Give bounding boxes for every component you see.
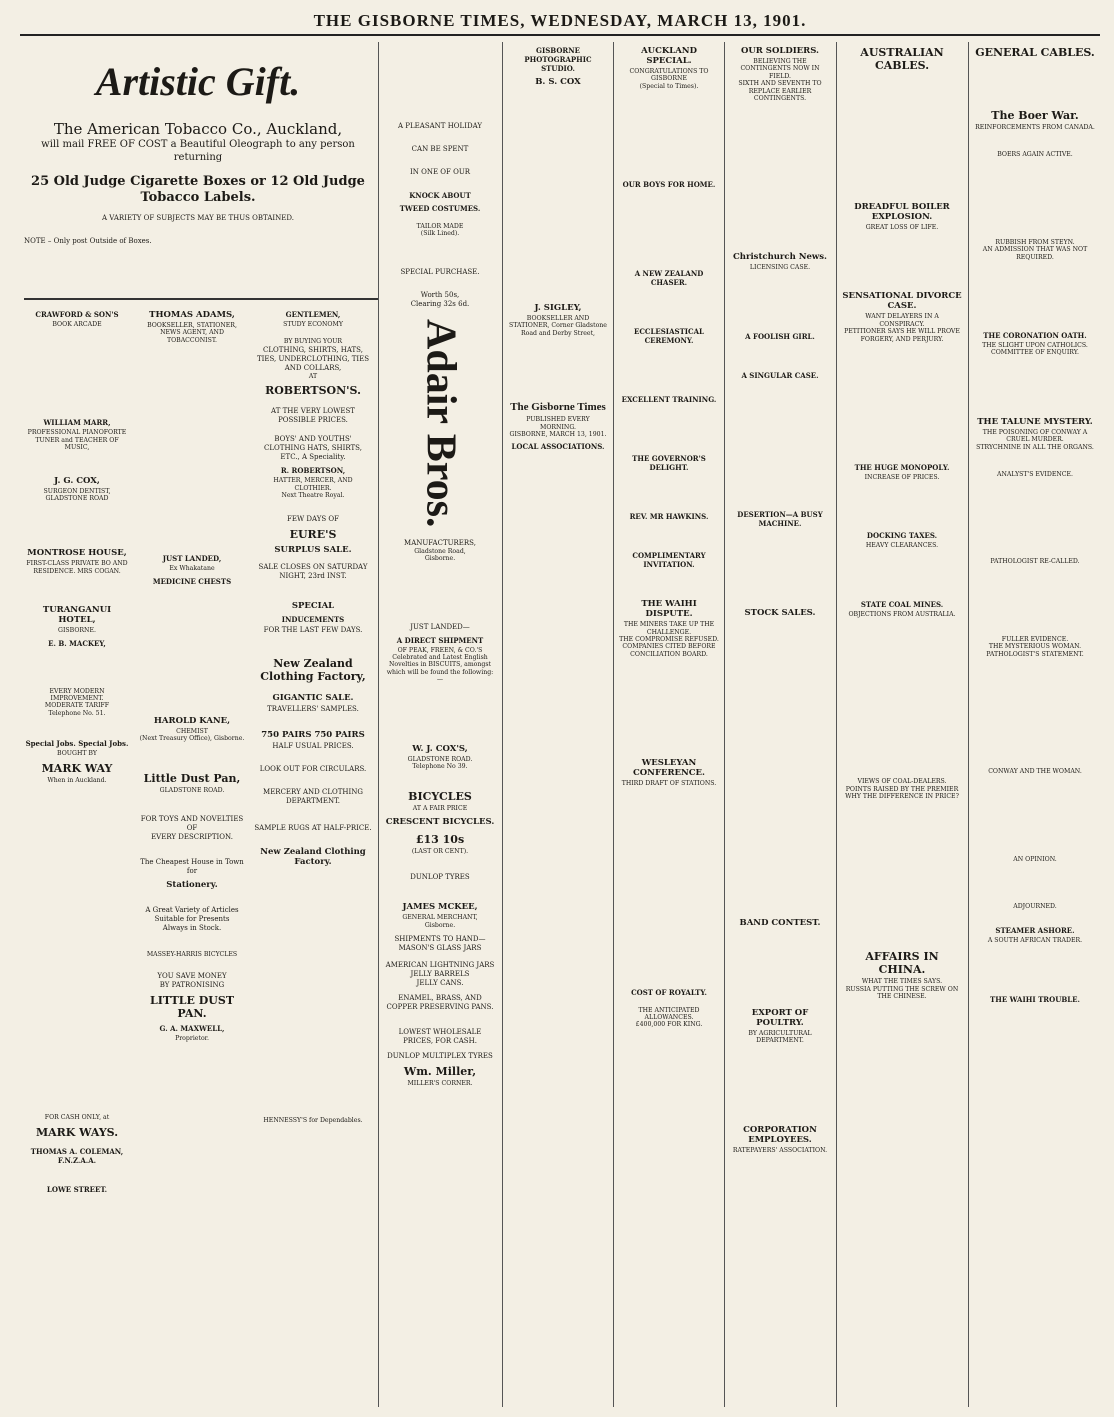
column-rule [502, 42, 503, 1407]
heading: A NEW ZEALAND CHASER. [634, 269, 704, 288]
heading: The Boer War. [991, 109, 1079, 122]
heading: JAMES MCKEE, [402, 902, 478, 913]
body-text [508, 337, 608, 397]
subheading: PETITIONER SAYS HE WILL PROVE FORGERY, AND PERJURY. [844, 328, 960, 343]
heading: MONTROSE HOUSE, [27, 548, 127, 559]
subheading: (LAST OR CENT). [411, 847, 469, 855]
subheading: JUST LANDED— [410, 622, 470, 631]
subheading: (Special to Times). [639, 82, 699, 90]
heading: MARK WAY [41, 761, 113, 775]
subheading: STRYCHNINE IN ALL THE ORGANS. [976, 443, 1094, 451]
subheading: BY AGRICULTURAL DEPARTMENT. [748, 1029, 812, 1045]
subheading: A Great Variety of Articles [145, 905, 239, 914]
heading: INDUCEMENTS [281, 615, 345, 625]
heading: REV. MR HAWKINS. [629, 512, 709, 522]
subheading: TRAVELLERS' SAMPLES. [267, 705, 359, 714]
subheading: DUNLOP TYRES [410, 873, 470, 882]
adair-bros-logo: Adair Bros. [417, 318, 464, 528]
column-7 [730, 42, 830, 1407]
subheading: REINFORCEMENTS FROM CANADA. [975, 124, 1095, 131]
subheading: JELLY BARRELS [410, 970, 470, 979]
subheading: Clearing 32s 6d. [410, 299, 470, 308]
heading: Little Dust Pan, [143, 772, 241, 786]
subheading: PROFESSIONAL PIANOFORTE TUNER and TEACHER OF MUSIC, [27, 429, 127, 452]
heading: THE HUGE MONOPOLY. [854, 463, 950, 473]
column-4 [384, 42, 496, 1407]
ad-line: A VARIETY OF SUBJECTS MAY BE THUS OBTAINED. [102, 214, 294, 222]
column-rule [724, 42, 725, 1407]
subheading: SURGEON DENTIST, [43, 487, 111, 495]
subheading: AN OPINION. [1013, 855, 1057, 863]
subheading: OBJECTIONS FROM AUSTRALIA. [848, 610, 956, 618]
subheading: Proprietor. [175, 1035, 209, 1043]
subheading: THE MINERS TAKE UP THE CHALLENGE. [623, 621, 715, 636]
subheading: THE ANTICIPATED ALLOWANCES. [638, 1006, 700, 1022]
heading: COST OF ROYALTY. [631, 987, 707, 997]
heading: JUST LANDED, [162, 554, 222, 564]
subheading: Telephone No 39. [412, 763, 468, 771]
heading: LOWE STREET. [46, 1184, 108, 1194]
heading: G. A. MAXWELL, [159, 1024, 225, 1034]
subheading: SHIPMENTS TO HAND— [394, 935, 486, 944]
heading: GENERAL CABLES. [975, 46, 1095, 59]
heading: A SINGULAR CASE. [741, 370, 819, 380]
subheading: POINTS RAISED BY THE PREMIER [845, 785, 959, 793]
heading: J. SIGLEY, [534, 303, 582, 313]
column-rule [613, 42, 614, 1407]
heading: ROBERTSON'S. [265, 384, 361, 398]
subheading: AN ADMISSION THAT WAS NOT REQUIRED. [982, 246, 1088, 261]
subheading: AT [308, 372, 318, 380]
heading: CRAWFORD & SON'S [35, 310, 119, 319]
heading: AUCKLAND SPECIAL. [641, 46, 697, 66]
subheading: FOR THE LAST FEW DAYS. [263, 626, 363, 635]
heading: W. J. COX'S, [412, 743, 468, 754]
subheading: (Next Treasury Office), Gisborne. [139, 735, 245, 743]
heading: R. ROBERTSON, [280, 466, 346, 476]
newspaper-title: The Gisborne Times [510, 401, 606, 414]
column-2 [136, 306, 248, 1407]
subheading: LICENSING CASE. [749, 264, 811, 272]
subheading: GISBORNE, MARCH 13, 1901. [509, 431, 607, 439]
subheading: WANT DELAYERS IN A CONSPIRACY. [865, 313, 939, 328]
ad-title: Artistic Gift. [95, 59, 301, 104]
column-9 [974, 42, 1096, 1407]
heading: DESERTION—A BUSY MACHINE. [737, 509, 823, 528]
subheading: BOERS AGAIN ACTIVE. [997, 151, 1073, 159]
body-text [508, 89, 608, 299]
artistic-gift-ad [24, 58, 372, 298]
subheading: A SOUTH AFRICAN TRADER. [987, 937, 1083, 945]
subheading: CONWAY AND THE WOMAN. [988, 768, 1082, 776]
heading: ECCLESIASTICAL CEREMONY. [634, 327, 704, 346]
subheading: BOYS' AND YOUTHS' CLOTHING HATS, SHIRTS, ETC., A Speciality. [264, 435, 362, 462]
subheading: HALF USUAL PRICES. [272, 742, 354, 751]
ad-note: NOTE – Only post Outside of Boxes. [24, 237, 152, 245]
heading: EXPORT OF POULTRY. [751, 1007, 809, 1028]
subheading: WHAT THE TIMES SAYS. [861, 978, 943, 986]
subheading: SPECIAL PURCHASE. [400, 267, 480, 276]
subheading: OF PEAK, FREEN, & CO.'S [397, 646, 483, 654]
subheading: INCREASE OF PRICES. [864, 474, 940, 482]
subheading: LOOK OUT FOR CIRCULARS. [259, 765, 367, 774]
subheading: COMPANIES CITED BEFORE CONCILIATION BOARD. [622, 643, 716, 658]
subheading: AMERICAN LIGHTNING JARS [385, 961, 495, 970]
subheading: MILLER'S CORNER. [407, 1080, 473, 1088]
subheading: THE SLIGHT UPON CATHOLICS. [982, 342, 1088, 350]
heading: STATE COAL MINES. [860, 599, 944, 609]
subheading: Gladstone Road, [414, 547, 466, 555]
heading: Stationery. [166, 879, 218, 890]
subheading: RATEPAYERS' ASSOCIATION. [732, 1146, 828, 1154]
subheading: PUBLISHED EVERY MORNING. [526, 416, 590, 431]
subheading: CAN BE SPENT [411, 145, 469, 153]
subheading: A PLEASANT HOLIDAY [398, 122, 482, 130]
heading: CORPORATION EMPLOYEES. [743, 1124, 817, 1145]
subheading: IN ONE OF OUR [409, 168, 471, 176]
subheading: VIEWS OF COAL-DEALERS. [857, 778, 947, 786]
subheading: SIXTH AND SEVENTH TO REPLACE EARLIER CONTINGENTS. [738, 80, 822, 103]
heading: WILLIAM MARR, [43, 418, 111, 428]
subheading: Worth 50s, [420, 290, 460, 299]
heading: TWEED COSTUMES. [399, 204, 481, 213]
heading: GISBORNE PHOTOGRAPHIC STUDIO. [524, 46, 592, 73]
heading: THOMAS ADAMS, [149, 310, 235, 320]
heading: EXCELLENT TRAINING. [621, 395, 717, 405]
heading: AUSTRALIAN CABLES. [860, 46, 944, 72]
masthead: THE GISBORNE TIMES, WEDNESDAY, MARCH 13, 1901. [20, 8, 1100, 36]
heading: THOMAS A. COLEMAN, F.N.Z.A.A. [30, 1146, 124, 1165]
heading: 750 PAIRS 750 PAIRS [261, 730, 365, 741]
column-rule [968, 42, 969, 1407]
heading: LITTLE DUST PAN. [149, 994, 235, 1021]
subheading: RUBBISH FROM STEYN. [995, 238, 1075, 246]
subheading: FEW DAYS OF [286, 515, 339, 524]
heading: DREADFUL BOILER EXPLOSION. [854, 202, 950, 222]
subheading: ADJOURNED. [1013, 902, 1057, 910]
subheading: Always in Stock. [162, 923, 222, 932]
subheading: MASON'S GLASS JARS [398, 944, 482, 953]
ad-line: will mail FREE OF COST a Beautiful Oleograph to any person returning [41, 139, 355, 163]
subheading: ENAMEL, BRASS, AND COPPER PRESERVING PANS. [386, 994, 494, 1012]
subheading: HATTER, MERCER, AND CLOTHIER. [273, 477, 353, 492]
heading: THE GOVERNOR'S DELIGHT. [632, 454, 706, 473]
column-8 [842, 42, 962, 1407]
heading: THE TALUNE MYSTERY. [977, 416, 1093, 427]
subheading: EVERY MODERN IMPROVEMENT. [49, 687, 105, 703]
subheading: YOU SAVE MONEY [157, 972, 227, 981]
subheading: TAILOR MADE [416, 223, 464, 230]
subheading: BOOKSELLER AND STATIONER, Corner Gladstone Road and Derby Street, [509, 315, 607, 337]
subheading: AT THE VERY LOWEST POSSIBLE PRICES. [271, 407, 355, 425]
subheading: FIRST-CLASS PRIVATE BO AND RESIDENCE. MRS COGAN. [26, 560, 128, 575]
subheading: When in Auckland. [47, 776, 107, 784]
column-1 [24, 306, 130, 1407]
subheading: FOR TOYS AND NOVELTIES OF [140, 814, 244, 832]
heading: GENTLEMEN, [285, 310, 341, 319]
column-rule [836, 42, 837, 1407]
subheading: THE POISONING OF CONWAY A CRUEL MURDER. [982, 428, 1088, 444]
heading: WESLEYAN CONFERENCE. [633, 758, 705, 779]
subheading: MASSEY-HARRIS BICYCLES [146, 950, 238, 958]
subheading: PATHOLOGIST RE-CALLED. [990, 558, 1080, 566]
subheading: Celebrated and Latest English Novelties in BISCUITS, amongst which will be found the following:— [386, 654, 494, 684]
subheading: BY BUYING YOUR [283, 338, 343, 346]
heading: SPECIAL [291, 601, 335, 612]
subheading: ANALYST'S EVIDENCE. [997, 471, 1073, 479]
heading: A DIRECT SHIPMENT [396, 635, 484, 645]
heading: LOCAL ASSOCIATIONS. [511, 442, 605, 452]
heading: B. S. COX [535, 77, 581, 87]
heading: GIGANTIC SALE. [272, 693, 354, 704]
heading: AFFAIRS IN CHINA. [865, 950, 939, 977]
heading: SURPLUS SALE. [274, 545, 352, 556]
heading: BICYCLES [408, 790, 472, 804]
subheading: THE MYSTERIOUS WOMAN. [988, 643, 1082, 651]
subheading: BOUGHT BY [57, 750, 97, 758]
column-5 [508, 42, 608, 1407]
subheading: CLOTHING, SHIRTS, HATS, TIES, UNDERCLOTHING, TIES AND COLLARS, [256, 345, 370, 372]
subheading: Telephone No. 51. [48, 709, 106, 717]
subheading: JELLY CANS. [416, 979, 464, 988]
subheading: CHEMIST [176, 727, 208, 735]
divider [24, 298, 378, 300]
subheading: BOOK ARCADE [52, 321, 102, 328]
subheading: Gisborne. [424, 921, 456, 929]
subheading: GLADSTONE ROAD. [407, 755, 473, 763]
heading: Christchurch News. [733, 252, 827, 263]
subheading: DUNLOP MULTIPLEX TYRES [387, 1052, 493, 1061]
ad-line: 25 Old Judge Cigarette Boxes or 12 Old Judge Tobacco Labels. [31, 174, 365, 205]
subheading: (Silk Lined). [420, 230, 460, 238]
column-6 [619, 42, 719, 1407]
subheading: THIRD DRAFT OF STATIONS. [621, 780, 717, 788]
subheading: HEAVY CLEARANCES. [865, 542, 939, 550]
heading: A FOOLISH GIRL. [745, 331, 815, 341]
subheading: GREAT LOSS OF LIFE. [865, 224, 939, 231]
subheading: MANUFACTURERS, [404, 538, 476, 547]
subheading: LOWEST WHOLESALE PRICES, FOR CASH. [398, 1028, 482, 1046]
subheading: Ex Whakatane [169, 565, 215, 573]
subheading: AT A FAIR PRICE [412, 805, 468, 813]
column-3 [254, 306, 372, 1407]
heading: EURE'S [289, 528, 337, 542]
heading: STEAMER ASHORE. [995, 926, 1075, 936]
heading: HAROLD KANE, [153, 715, 231, 726]
subheading: COMMITTEE OF ENQUIRY. [990, 349, 1079, 357]
heading: SENSATIONAL DIVORCE CASE. [842, 291, 962, 312]
subheading: MODERATE TARIFF [44, 702, 110, 710]
heading: DOCKING TAXES. [866, 531, 938, 541]
subheading: WHY THE DIFFERENCE IN PRICE? [845, 793, 959, 801]
heading: THE WAIHI DISPUTE. [641, 599, 697, 620]
subheading: £400,000 FOR KING. [635, 1021, 703, 1029]
subheading: FULLER EVIDENCE. [1001, 635, 1069, 643]
heading: THE WAIHI TROUBLE. [990, 994, 1080, 1004]
heading: Wm. Miller, [403, 1065, 477, 1079]
subheading: THE COMPROMISE REFUSED. [619, 636, 719, 644]
subheading: Suitable for Presents [154, 914, 230, 923]
subheading: GISBORNE. [58, 627, 96, 635]
subheading: GENERAL MERCHANT, [402, 914, 478, 922]
subheading: BELIEVING THE CONTINGENTS NOW IN FIELD. [740, 58, 820, 80]
heading: BAND CONTEST. [739, 917, 821, 928]
subheading: FOR CASH ONLY, at [44, 1114, 110, 1122]
heading: J. G. COX, [54, 475, 100, 486]
heading: OUR BOYS FOR HOME. [622, 180, 716, 190]
heading: MARK WAYS. [35, 1125, 119, 1139]
subheading: BOOKSELLER, STATIONER, NEWS AGENT, AND TOBACCONIST. [147, 322, 237, 344]
heading: KNOCK ABOUT [409, 191, 471, 200]
heading: THE CORONATION OATH. [983, 331, 1087, 341]
heading: COMPLIMENTARY INVITATION. [632, 551, 706, 570]
subheading: BY PATRONISING [159, 981, 225, 990]
ad-line: The American Tobacco Co., Auckland, [53, 120, 343, 138]
heading: TURANGANUI HOTEL, [42, 605, 112, 626]
heading: New Zealand Clothing Factory. [260, 847, 366, 868]
subheading: HENNESSY'S for Dependables. [263, 1117, 363, 1125]
subheading: GLADSTONE ROAD. [159, 787, 225, 795]
subheading: MERCERY AND CLOTHING DEPARTMENT. [263, 788, 363, 806]
subheading: Gisborne. [424, 555, 456, 563]
subheading: STUDY ECONOMY [283, 321, 343, 328]
subheading: PATHOLOGIST'S STATEMENT. [986, 650, 1084, 658]
heading: STOCK SALES. [744, 607, 816, 618]
heading: MEDICINE CHESTS [152, 576, 232, 586]
column-rule [378, 42, 379, 1407]
subheading: RUSSIA PUTTING THE SCREW ON THE CHINESE. [845, 985, 959, 1001]
heading: £13 10s [415, 832, 465, 846]
subheading: SAMPLE RUGS AT HALF-PRICE. [254, 824, 372, 833]
subheading: GLADSTONE ROAD [45, 495, 109, 503]
subheading: EVERY DESCRIPTION. [151, 832, 233, 841]
heading: E. B. MACKEY, [48, 638, 106, 648]
heading: CRESCENT BICYCLES. [385, 816, 495, 827]
heading: Special Jobs. Special Jobs. [25, 739, 129, 749]
subheading: Next Theatre Royal. [281, 492, 345, 500]
subheading: The Cheapest House in Town for [140, 857, 244, 875]
heading: OUR SOLDIERS. [740, 46, 820, 56]
subheading: CONGRATULATIONS TO GISBORNE [629, 68, 709, 83]
subheading: SALE CLOSES ON SATURDAY NIGHT, 23rd INST. [258, 563, 368, 581]
heading: New Zealand Clothing Factory, [260, 657, 366, 684]
